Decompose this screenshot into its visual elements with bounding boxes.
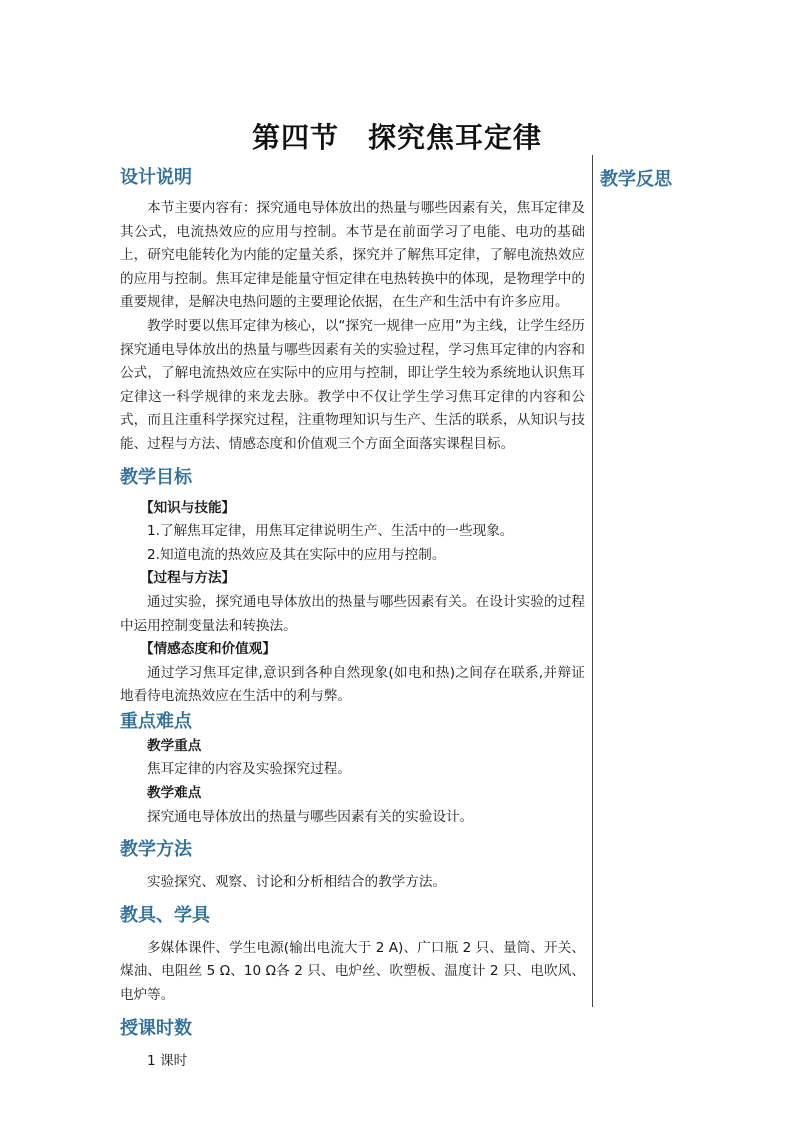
column-divider [592, 155, 593, 1007]
difficulty-text: 探究通电导体放出的热量与哪些因素有关的实验设计。 [147, 808, 474, 825]
process-text: 通过实验，探究通电导体放出的热量与哪些因素有关。在设计实验的过程中运用控制变量法和转换法。 [120, 593, 585, 634]
reflection-heading: 教学反思 [600, 169, 672, 190]
emotion-label: 【情感态度和价值观】 [140, 641, 276, 658]
tools-heading: 教具、学具 [120, 904, 210, 926]
tools-text: 多媒体课件、学生电源(输出电流大于 2 A)、广口瓶 2 只、量筒、开关、煤油、电阻丝 5 Ω、10 Ω各 2 只、电炉丝、吹塑板、温度计 2 只、电吹风、电炉等。 [120, 939, 585, 1004]
methods-heading: 教学方法 [120, 839, 192, 861]
knowledge-label: 【知识与技能】 [140, 499, 236, 516]
hours-text: 1 课时 [147, 1052, 188, 1069]
design-paragraph-2: 教学时要以焦耳定律为核心，以“探究一规律一应用”为主线，让学生经历探究通电导体放出的热量与哪些因素有关的实验过程，学习焦耳定律的内容和公式，了解电流热效应在实际中的应用与控制，即让学生较为系统地认识焦耳定律这一科学规律的来龙去脉。教学中不仅让学生学习焦耳定律的内容和公式，而且注重科学探究过程，注重物理知识与生产、生活的联系，从知识与技能、过程与方法、情感态度和价值观三个方面全面落实课程目标。 [120, 317, 585, 452]
design-heading: 设计说明 [120, 167, 192, 188]
knowledge-item-2: 2.知道电流的热效应及其在实际中的应用与控制。 [147, 546, 446, 563]
focus-text: 焦耳定律的内容及实验探究过程。 [147, 761, 351, 778]
emotion-text: 通过学习焦耳定律,意识到各种自然现象(如电和热)之间存在联系,并辩证地看待电流热效应在生活中的利与弊。 [120, 664, 585, 705]
focus-label: 教学重点 [147, 737, 202, 754]
hours-heading: 授课时数 [120, 1017, 192, 1039]
main-column [120, 165, 585, 1073]
knowledge-item-1: 1.了解焦耳定律，用焦耳定律说明生产、生活中的一些现象。 [147, 523, 514, 540]
methods-text: 实验探究、观察、讨论和分析相结合的教学方法。 [147, 874, 447, 891]
process-label: 【过程与方法】 [140, 570, 236, 587]
difficulty-label: 教学难点 [147, 785, 202, 802]
design-paragraph-1: 本节主要内容有：探究通电导体放出的热量与哪些因素有关，焦耳定律及其公式，电流热效应的应用与控制。本节是在前面学习了电能、电功的基础上，研究电能转化为内能的定量关系，探究并了解焦耳定律，了解电流热效应的应用与控制。焦耳定律是能量守恒定律在电热转换中的体现，是物理学中的重要规律，是解决电热问题的主要理论依据，在生产和生活中有许多应用。 [120, 200, 585, 311]
goals-heading: 教学目标 [120, 466, 192, 488]
key-points-heading: 重点难点 [120, 710, 192, 732]
page-title: 第四节 探究焦耳定律 [251, 121, 542, 154]
